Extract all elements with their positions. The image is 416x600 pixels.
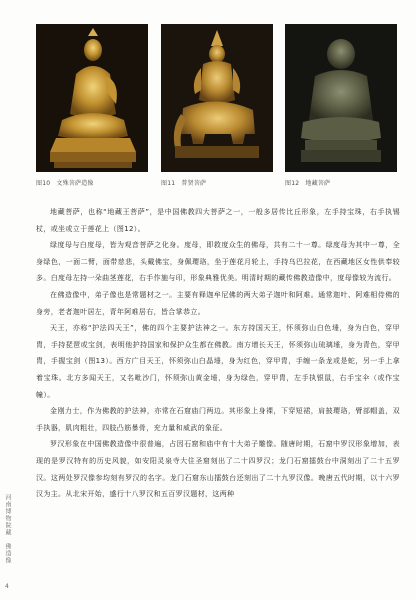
figure-11 bbox=[161, 24, 273, 187]
paragraph: 地藏菩萨，也称“地藏王菩萨”，是中国佛教四大菩萨之一，一般多居传比丘形象，左手持宝珠，右手执锡杖，或坐或立于莲花上（图12）。 bbox=[36, 208, 400, 233]
figure-11-caption: 图11 普贤菩萨 bbox=[161, 180, 207, 187]
figure-12-caption: 图12 地藏菩萨 bbox=[285, 180, 331, 187]
page-number: 4 bbox=[5, 583, 9, 590]
figure-12 bbox=[285, 24, 397, 187]
article-body bbox=[36, 204, 400, 503]
figure-11-photo bbox=[161, 24, 273, 172]
paragraph: 天王，亦称“护法四天王”，佛的四个主要护法神之一。东方持国天王，怀须弥山白色埵，身为白色，穿甲胄，手持琵琶或宝剑，表明他护持国家和保护众生都在佛教。南方增长天王，怀须弥山琉璃埵，身为青色，穿甲胄，手握宝剑（图13）。西方广目天王，怀须弥山白晶埵，身为红色，穿甲胄，手缠一条龙或是蛇，另一手上拿着宝珠。北方多闻天王，又名毗沙门，怀须弥山黄金埵，身为绿色，穿甲胄，左手执银鼠，右手宝伞（或作宝幢）。 bbox=[36, 324, 400, 399]
figure-10-photo bbox=[36, 24, 148, 172]
paragraph: 绿度母与白度母，皆为观音菩萨之化身。度母，即救度众生的佛母，共有二十一尊。绿度母为其中一尊，全身绿色，一面二臂，面带慈悲，头戴佛宝，身佩璎珞，坐于莲花月轮上，手持乌巴拉花，在西藏地区女性供奉较多。白度母左持一朵曲茎莲花，右手作施与印，形象典雅优美。明清时期的藏传佛教造像中，度母像较为流行。 bbox=[36, 241, 400, 283]
paragraph: 在佛造像中，弟子像也是常题材之一。主要有释迦牟尼佛的两大弟子迦叶和阿难。通常迦叶、阿难相侍佛的身旁，老者迦叶居左，青年阿难居右，皆合掌恭立。 bbox=[36, 290, 400, 316]
side-running-title: 河南博物院藏 佛造像 bbox=[4, 494, 11, 564]
figure-12-photo bbox=[285, 24, 397, 172]
paragraph: 罗汉形象在中国佛教造像中很普遍，占因石窟和庙中有十大弟子雕像。随唐时期，石窟中罗汉形象增加，表现的是罗汉特有的历史风貌，如安阳灵泉寺大住圣窟刻出了二十四罗汉；龙门石窟擂鼓台中洞刻出了二十五罗汉。这两处罗汉像参均刻有罗汉的名字。龙门石窟东山擂鼓台还刻出了二十九罗汉像。晚唐五代时期，以十六罗汉为主。从北宋开始，盛行十八罗汉和五百罗汉题材，这两种 bbox=[36, 440, 400, 499]
figure-10-caption: 图10 文殊菩萨造像 bbox=[36, 180, 94, 187]
paragraph: 金刚力士，作为佛教的护法神，亦常在石窟庙门两边。其形象上身裸，下穿短裙，肩披璎珞，臂部帽盖，双手执器，肌肉粗壮，四肢凸筋暴骨，充力量和威武的象征。 bbox=[36, 407, 400, 432]
figure-10 bbox=[36, 24, 148, 187]
